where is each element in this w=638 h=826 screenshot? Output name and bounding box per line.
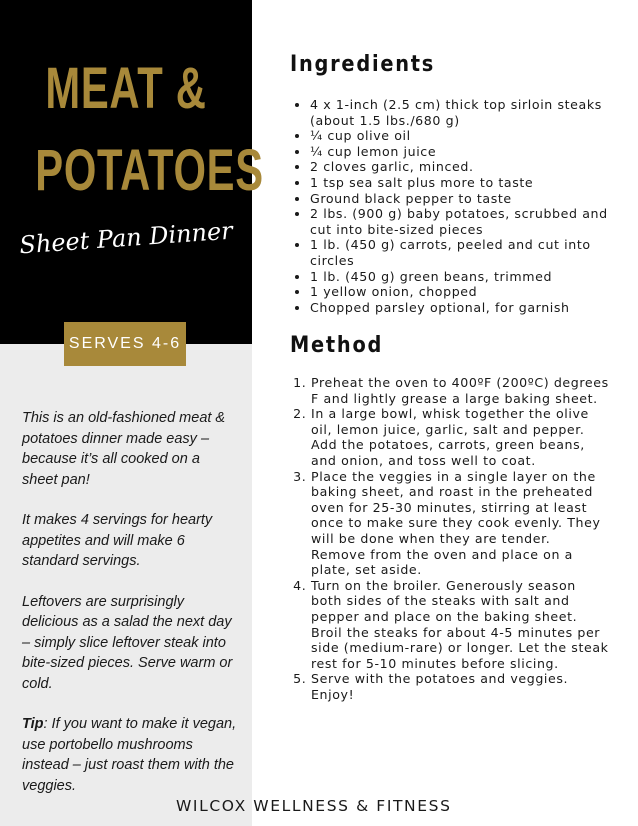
method-step: 3. Place the veggies in a single layer on the baking sheet, and roast in the preheated oven for 25-30 minutes, stirring at least once to make sure they cook evenly. They will be done when they are tender. Remove from the oven and place on a plate, set aside.	[311, 469, 609, 578]
ingredient-item: • ¼ cup olive oil	[310, 128, 610, 144]
recipe-title-line-2: POTATOES	[35, 138, 264, 203]
description-paragraph-2: It makes 4 servings for hearty appetites and will make 6 standard servings.	[22, 512, 213, 569]
method-step: 1. Preheat the oven to 400ºF (200ºC) degrees F and lightly grease a large baking sheet.	[311, 375, 609, 406]
ingredient-item: • 1 tsp sea salt plus more to taste	[310, 175, 610, 191]
ingredient-item: • ¼ cup lemon juice	[310, 144, 610, 160]
tip-text: : If you want to make it vegan, use portobello mushrooms instead – just roast them with the veggies.	[22, 716, 237, 794]
method-step: 2. In a large bowl, whisk together the olive oil, lemon juice, garlic, salt and pepper. Add the potatoes, carrots, green beans, and onion, and toss well to coat.	[311, 406, 609, 468]
method-heading: Method	[290, 333, 384, 358]
ingredient-item: • Ground black pepper to taste	[310, 191, 610, 207]
recipe-subtitle: Sheet Pan Dinner	[18, 216, 234, 260]
ingredient-item: • 4 x 1-inch (2.5 cm) thick top sirloin steaks (about 1.5 lbs./680 g)	[310, 97, 610, 128]
tip-label: Tip	[22, 716, 44, 732]
method-step: 5. Serve with the potatoes and veggies. Enjoy!	[311, 671, 609, 702]
ingredients-list	[292, 97, 610, 315]
ingredient-item: • 2 cloves garlic, minced.	[310, 159, 610, 175]
recipe-description	[22, 408, 237, 816]
ingredient-item: • 1 lb. (450 g) carrots, peeled and cut into circles	[310, 237, 610, 268]
method-step: 4. Turn on the broiler. Generously season both sides of the steaks with salt and pepper and place on the baking sheet. Broil the steaks for about 4-5 minutes per side (medium-rare) or longer. Let the steak rest for 5-10 minutes before slicing.	[311, 578, 609, 672]
method-steps	[294, 375, 609, 702]
brand-footer: WILCOX WELLNESS & FITNESS	[176, 797, 452, 815]
tip-paragraph	[22, 714, 237, 796]
description-paragraph-3: Leftovers are surprisingly delicious as a salad the next day – simply slice leftover steak into bite-sized pieces. Serve warm or cold.	[22, 593, 233, 692]
ingredient-item: • Chopped parsley optional, for garnish	[310, 300, 610, 316]
ingredient-item: • 1 lb. (450 g) green beans, trimmed	[310, 269, 610, 285]
description-paragraph-1: This is an old-fashioned meat & potatoes dinner made easy – because it’s all cooked on a sheet pan!	[22, 410, 226, 488]
ingredients-heading: Ingredients	[290, 52, 436, 77]
serves-badge: SERVES 4-6	[64, 322, 186, 366]
recipe-title-line-1: MEAT &	[45, 56, 207, 121]
ingredient-item: • 2 lbs. (900 g) baby potatoes, scrubbed and cut into bite-sized pieces	[310, 206, 610, 237]
ingredient-item: • 1 yellow onion, chopped	[310, 284, 610, 300]
